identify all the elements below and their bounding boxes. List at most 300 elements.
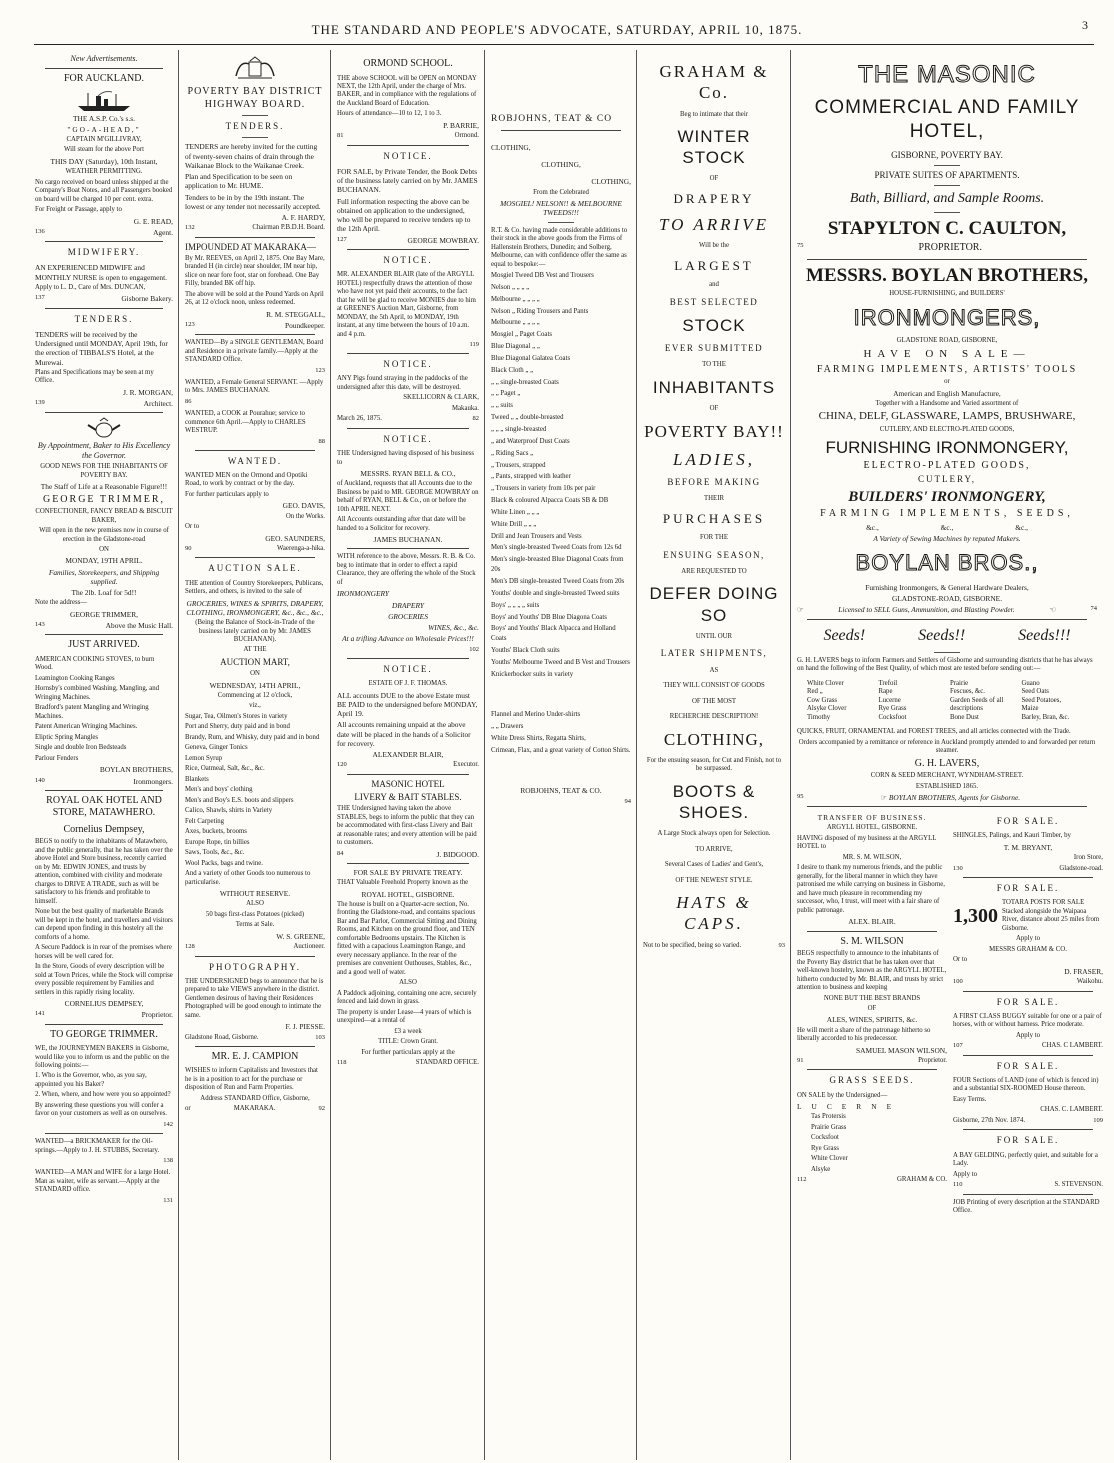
ad-heading: IRONMONGERS, [853, 304, 1041, 330]
ad-name: MR. S. M. WILSON, [842, 853, 902, 861]
page-number: 3 [1082, 18, 1088, 32]
ad-line: Apply to [953, 1170, 977, 1178]
divider [45, 790, 163, 791]
list-item: Brandy, Rum, and Whisky, duty paid and in bond [185, 733, 320, 741]
ad-line: GLADSTONE ROAD, GISBORNE, [896, 337, 998, 345]
list-item: Saws, Tools, &c., &c. [185, 849, 245, 857]
ad-number: 103 [315, 1033, 325, 1041]
ad-line: CLOTHING, [491, 142, 531, 152]
ad-goods: DRAPERY [392, 600, 424, 610]
ad-line: TO ARRIVE, [695, 845, 733, 853]
ad-line: Note the address— [35, 599, 88, 607]
divider [45, 412, 163, 413]
list-item: Nelson „ „ „ „ [491, 283, 530, 291]
ad-line: STOCK [682, 315, 746, 335]
ad-line: TO THE [702, 361, 726, 369]
list-item: Drill and Jean Trousers and Vests [491, 532, 582, 540]
ad-name: STAPYLTON C. CAULTON, [827, 217, 1067, 239]
ad-heading: NOTICE. [383, 150, 433, 161]
ad-notice-blair [337, 255, 479, 349]
ad-to-george-trimmer [35, 1029, 173, 1130]
list-item: Rye Grass [811, 1144, 839, 1152]
ad-title: Proprietor. [141, 1010, 173, 1020]
ad-name: MESSRS. RYAN BELL & CO., [360, 469, 456, 479]
ad-heading: By Appointment, Baker to His Excellency the Governor. [37, 441, 171, 461]
ad-title: Architect. [143, 399, 173, 409]
list-item: Lemon Syrup [185, 754, 223, 762]
ad-signature: GRAHAM & CO. [896, 1176, 947, 1184]
ad-royal-oak [35, 795, 173, 1020]
ad-line: MOSGIEL! NELSON!! & MELBOURNE TWEEDS!!! [500, 199, 622, 218]
ad-heading: FOR AUCKLAND. [63, 73, 144, 84]
ad-line: GLADSTONE-ROAD, GISBORNE. [891, 594, 1003, 604]
list-item: Black Cloth „ „ [491, 366, 534, 374]
ad-notice-ryan-bell [337, 434, 479, 545]
ad-body: I desire to thank my numerous friends, and the public generally, for the liberal manner in which they have patronised me while carrying on business in Gisborne, and have much pleasure in recommending my successor, who, I trust, will meet with a fair share of public patronage. [797, 864, 945, 914]
list-item: Boys' and Youths' DB Blue Diagona Coats [491, 613, 607, 621]
ad-heading: ROBJOHNS, TEAT & CO [491, 114, 613, 124]
ad-line: ESTABLISHED 1865. [915, 782, 979, 790]
seed-item: Maize [1021, 705, 1039, 713]
ad-number: 119 [469, 341, 479, 349]
ad-body: THE attention of Country Storekeepers, Publicans, Settlers, and others, is invited to the sale of [185, 579, 324, 596]
column-3 [332, 54, 484, 1459]
list-item: Felt Carpeting [185, 817, 225, 825]
ad-body: WANTED—By a SINGLE GENTLEMAN, Board and Residence in a private family.—Apply at the STANDARD Office. [185, 339, 323, 364]
ad-line: MONDAY, 19TH APRIL. [65, 556, 143, 566]
ad-signature: BOYLAN BROTHERS, [99, 765, 173, 775]
ad-boylan-brothers [797, 264, 1097, 615]
divider [807, 1069, 937, 1070]
ad-body: For Freight or Passage, apply to [35, 206, 122, 214]
seed-item: Rye Grass [878, 705, 907, 713]
divider [934, 652, 960, 653]
ad-number: 123 [315, 366, 325, 374]
list-item: Geneva, Ginger Tonics [185, 744, 248, 752]
ad-line: WINTER STOCK [677, 126, 751, 168]
ad-date: Gisborne, 27th Nov. 1874. [953, 1116, 1026, 1124]
ad-heading: NOTICE. [383, 663, 433, 674]
ad-body: Plans and Specifications may be seen at my Office. [35, 368, 154, 385]
list-item: Men's and boys' clothing [185, 786, 253, 794]
ad-line: WEATHER PERMITTING. [65, 168, 143, 176]
ad-body: WANTED—A MAN and WIFE for a large Hotel. Man as waiter, wife as servant.—Apply at the STANDARD office. [35, 1169, 171, 1194]
list-item: Boys' „ „ „ „ suits [491, 601, 540, 609]
ad-line: THE A.S.P. Co.'s s.s. [73, 113, 135, 123]
ad-body: The property is under Lease—4 years of which is unexpired—at a rental of [337, 1008, 472, 1025]
seed-item: Garden Seeds of all [950, 696, 1004, 704]
ad-line: ALES, WINES, SPIRITS, &c. [826, 1015, 918, 1025]
ad-title: Chairman P.B.D.H. Board. [252, 224, 325, 232]
ad-line: WITHOUT RESERVE. [219, 889, 291, 899]
list-item: Sugar, Tea, Oilmen's Stores in variety [185, 712, 288, 720]
column-6 [792, 54, 1102, 1459]
ad-line: BEST SELECTED [669, 296, 759, 307]
ad-signature: ALEXANDER BLAIR, [372, 750, 444, 759]
ad-body: WANTED, a COOK at Pourahue; service to commence 6th April.—Apply to CHARLES WESTRUP. [185, 410, 306, 435]
ad-just-arrived [35, 639, 173, 785]
ad-line: viz., [249, 702, 261, 710]
list-item: Boys' and Youths' Black Alpacca and Holland Coats [491, 625, 616, 643]
ad-line: or [944, 378, 950, 386]
ad-heading: COMMERCIAL AND FAMILY HOTEL, [814, 97, 1080, 142]
ad-number: 112 [797, 1176, 807, 1184]
divider [347, 658, 469, 659]
ad-line: 50 bags first-class Potatoes (picked) [205, 910, 305, 918]
ad-line: PRIVATE SUITES OF APARTMENTS. [874, 169, 1020, 180]
ad-highway-board [185, 56, 325, 233]
ad-body: By answering these questions you will confer a favor on your customers as well as on ourselves. [35, 1101, 167, 1118]
ad-line: LADIES, [673, 449, 755, 469]
ad-signature: JAMES BUCHANAN. [373, 535, 443, 545]
ad-line: CUTLERY, AND ELECTRO-PLATED GOODS, [879, 426, 1015, 434]
ad-address: Waerenga-a-hika. [277, 544, 325, 552]
ad-line: Will be the [699, 242, 729, 250]
divider [934, 185, 960, 186]
ad-baker [35, 417, 173, 630]
ad-heading: LIVERY & BAIT STABLES. [354, 791, 462, 802]
ad-line: Or to [185, 523, 200, 531]
ship-name: "GO-A-HEAD," [67, 124, 141, 134]
column-6b [953, 811, 1103, 1217]
ad-for-sale-posts [953, 883, 1103, 986]
ad-body: Full information respecting the above can be obtained on application to the undersigned, who will be prepared to receive tenders up to the 12th April. [337, 196, 471, 234]
ad-body: FOR SALE, by Private Tender, the Book Debts of the business lately carried on by Mr. JAMES BUCHANAN. [337, 166, 478, 195]
ad-signature: D. FRASER, [1064, 966, 1103, 976]
ad-line: Families, Storekeepers, and Shipping supplied. [48, 567, 160, 586]
ad-line: ALSO [399, 979, 417, 987]
ad-transfer-business [797, 813, 947, 926]
seeds-heading [797, 626, 1097, 646]
ad-line: CLOTHING, [663, 729, 765, 749]
seed-item: Prairie [950, 679, 969, 687]
ad-heading: IMPOUNDED AT MAKARAKA— [185, 241, 316, 252]
ad-auction-sale [185, 563, 325, 951]
ad-body: ALL accounts DUE to the above Estate must BE PAID to the undersigned before MONDAY, April 19. [337, 690, 478, 718]
ad-body: ANY Pigs found straying in the paddocks of the undersigned after this date, will be destroyed. [337, 375, 468, 391]
ad-heading: NOTICE. [383, 433, 433, 444]
ad-line: ELECTRO-PLATED GOODS, [863, 459, 1031, 471]
divider [347, 145, 469, 146]
ad-wanted-brickmaker [35, 1138, 173, 1165]
list-item: Knickerbocker suits in variety [491, 670, 574, 678]
ad-line: UNTIL OUR [695, 632, 733, 640]
ad-line: ON [250, 670, 260, 678]
ad-number: 93 [778, 941, 785, 949]
ad-body: THE above SCHOOL will be OPEN on MONDAY NEXT, the 12th April, under the charge of Mrs. BAKER, and in compliance with the regulations of the Auckland Board of Education. [337, 74, 477, 107]
ad-body: TENDERS will be received by the Undersigned until MONDAY, April 19th, for the erection of TIBBALS'S Hotel, at the Murewai. [35, 329, 168, 367]
seed-item: Seed Oats [1021, 688, 1049, 696]
ad-signature: CHAS. C. LAMBERT. [1040, 1106, 1103, 1114]
list-item: Nelson „ Riding Trousers and Pants [491, 307, 589, 315]
divider [963, 991, 1093, 992]
ad-line: From the Celebrated [533, 188, 589, 196]
ad-number: 92 [318, 1105, 325, 1113]
divider [195, 557, 315, 558]
seed-list [797, 676, 1097, 726]
ad-number: 118 [337, 1059, 347, 1067]
ad-title: Auctioneer. [293, 943, 325, 951]
list-item: Crimean, Flax, and a great variety of Cotton Shirts. [491, 747, 631, 755]
ad-address: Ormond. [454, 132, 479, 140]
ad-line: FURNISHING IRONMONGERY, [825, 437, 1069, 457]
ad-line: ARE REQUESTED TO [681, 567, 747, 575]
ad-line: For further particulars apply at the [361, 1048, 455, 1056]
ad-signature: F. J. PIESSE. [285, 1022, 325, 1032]
ad-line: BOOTS & SHOES. [672, 781, 756, 822]
ad-line: CAPTAIN M'GILLIVRAY, [66, 136, 142, 143]
ad-body: A Paddock adjoining, containing one acre, securely fenced and laid down in grass. [337, 989, 477, 1006]
ad-address: Gisborne Bakery. [121, 294, 173, 304]
ad-body: WANTED MEN on the Ormond and Opotiki Road, to work by contract or by the day. [185, 471, 308, 488]
ad-address: Address STANDARD Office, Gisborne, [200, 1094, 310, 1102]
ad-line: LATER SHIPMENTS, [660, 648, 768, 659]
ad-masonic-stables [337, 779, 479, 859]
list-item: Cocksfoot [811, 1134, 839, 1142]
divider [963, 1055, 1093, 1056]
list-item: Port and Sherry, duty paid and in bond [185, 723, 290, 731]
ad-line: BUILDERS' IRONMONGERY, [848, 488, 1046, 505]
ad-signature: SKELLICORN & CLARK, [403, 394, 479, 402]
ad-for-sale-land [953, 1061, 1103, 1126]
divider [195, 956, 315, 957]
pointing-hand-icon: ☞ [880, 792, 889, 802]
ad-address: STANDARD OFFICE. [415, 1059, 479, 1067]
ad-line: FARMING IMPLEMENTS, SEEDS, [820, 508, 1074, 520]
ad-body: of Auckland, requests that all Accounts due to the Business be paid to MR. GEORGE MOWBRAY on behalf of RYAN, BELL & Co., on or before the 10th APRIL NEXT. [337, 480, 479, 513]
seed-item: Trefoil [878, 679, 898, 687]
ad-line: Terms at Sale. [235, 921, 275, 929]
ad-signature: GEO. DAVIS, [282, 501, 325, 511]
ad-body: MR. ALEXANDER BLAIR (late of the ARGYLL HOTEL) respectfully draws the attention of those who have not yet paid their accounts, to the fact that he will be glad to receive MONIES due to him at GREENE'S Auction Mart, Gisborne, from MONDAY, the 5th April, to MONDAY, 19th instant, at any time between the hours of 10 a.m. and 4 p.m. [337, 271, 476, 338]
ad-body: All Accounts outstanding after that date will be handed to a Solicitor for recovery. [337, 516, 466, 532]
ad-midwifery [35, 247, 173, 303]
seed-item: Bone Dust [950, 713, 979, 721]
list-item: Leamington Cooking Ranges [35, 674, 115, 682]
divider [807, 259, 1087, 260]
seed-item: Cocksfoot [878, 713, 907, 721]
list-item: „ Riding Sacs „ [491, 449, 534, 457]
divider [195, 1046, 315, 1047]
ad-line: TITLE: Crown Grant. [378, 1038, 438, 1046]
ad-body: No cargo received on board unless shipped at the Company's Boat Notes, and all Passengers booked on board will be charged 10 per cent. extra. [35, 178, 173, 203]
ad-heading: TO GEORGE TRIMMER. [50, 1028, 158, 1040]
ad-wanted-man-wife [35, 1169, 173, 1205]
ad-line: INHABITANTS [652, 377, 776, 397]
list-item: White Dress Shirts, Regatta Shirts, [491, 734, 586, 742]
ad-heading: JUST ARRIVED. [68, 639, 140, 651]
ad-heading: BOYLAN BROS., [855, 550, 1039, 576]
list-item: Hornsby's combined Washing, Mangling, and Wringing Machines. [35, 685, 160, 701]
ad-body: WISHES to inform Capitalists and Investors that he is in a position to act for the purchase or disposition of Run and Farm Properties. [185, 1067, 318, 1092]
ad-signature: CHAS. C LAMBERT. [1041, 1042, 1103, 1050]
divider [45, 1024, 163, 1025]
ad-body: TENDERS are hereby invited for the cutting of twenty-seven chains of drain through the Waikanae Block to the Waikanae Creek. [185, 142, 318, 170]
ad-line: Furnishing Ironmongers, & General Hardware Dealers, [865, 582, 1029, 592]
list-item: Blue Diagonal Galatea Coats [491, 354, 571, 362]
ad-line: WEDNESDAY, 14TH APRIL, [209, 680, 301, 690]
divider [45, 634, 163, 635]
ad-line: ENSUING SEASON, [663, 549, 765, 560]
ad-impounded [185, 242, 325, 331]
ad-address: Gladstone Road, Gisborne. [185, 1033, 259, 1041]
ad-line: RECHERCHE DESCRIPTION! [669, 713, 759, 721]
ad-line: OF [867, 1004, 877, 1012]
ad-signature: GEORGE TRIMMER, [69, 609, 139, 619]
ad-name: MESSRS GRAHAM & CO. [989, 945, 1067, 953]
ad-number: 130 [953, 864, 963, 872]
seed-item: White Clover [807, 679, 844, 687]
ad-robjohns-clothing [491, 114, 631, 806]
ad-line: CLOTHING, [541, 160, 581, 170]
divider [45, 308, 163, 309]
ad-notice-pigs [337, 359, 479, 424]
steamship-icon [74, 90, 134, 112]
ad-heading: GRAHAM & Co. [659, 62, 769, 103]
ad-signature: ALEX. BLAIR. [848, 917, 896, 927]
ad-goods: GROCERIES [388, 611, 428, 621]
list-item: „ „ Paget „ [491, 390, 521, 398]
ad-line: Commencing at 12 o'clock, [217, 691, 293, 699]
ad-body: A Secure Paddock is in rear of the premises where horses will be well cared for. [35, 944, 172, 960]
ad-heading: MASONIC HOTEL [371, 778, 445, 789]
ad-goods: WINES, &c., &c. [428, 623, 479, 633]
ad-number: 120 [337, 761, 347, 769]
list-item: Men's single-breasted Tweed Coats from 12s 6d [491, 544, 622, 552]
ad-line: HATS & CAPS. [676, 893, 752, 934]
ad-signature: R. M. STEGGALL, [266, 309, 325, 319]
ad-for-sale-shingles [953, 816, 1103, 873]
ad-line: For the ensuing season, for Cut and Finish, not to be surpassed. [646, 756, 782, 773]
seed-item: Fescues, &c. [950, 688, 985, 696]
ad-heading: MESSRS. BOYLAN BROTHERS, [806, 264, 1088, 286]
ad-heading: MR. E. J. CAMPION [211, 1050, 299, 1062]
ad-title: PROPRIETOR. [918, 242, 982, 254]
ad-number: 131 [163, 1196, 173, 1204]
ad-heading: MIDWIFERY. [67, 247, 141, 258]
ad-line: £3 a week [394, 1027, 422, 1035]
ad-number: 142 [163, 1120, 173, 1128]
ad-for-sale-gelding [953, 1135, 1103, 1189]
list-item: Eliptic Spring Mangles [35, 733, 99, 741]
list-item: Blankets [185, 775, 209, 783]
column-4 [486, 54, 636, 1459]
list-item: „ „ suits [491, 402, 513, 410]
ad-number: 81 [337, 132, 344, 140]
ad-line: PURCHASES [662, 510, 766, 526]
ad-heading: FOR SALE. [996, 1060, 1060, 1071]
ad-line: THEIR [703, 495, 724, 503]
divider [347, 774, 469, 775]
ad-grass-seeds [797, 1075, 947, 1184]
ad-address: Makauka. [452, 404, 479, 412]
ad-body: HAVING disposed of my business at the ARGYLL HOTEL to [797, 834, 937, 851]
item-list [35, 656, 173, 763]
ad-line: Beg to intimate that their [680, 110, 748, 118]
ad-signature: CORNELIUS DEMPSEY, [64, 999, 144, 1009]
column-divider [790, 50, 791, 1460]
ad-body: BEGS to notify to the inhabitants of Matawhero, and the public generally, that he has taken over the above Hotel and Store business, recently carried on by Mr. EDWIN JONES, and trusts by attention, combined with civility and moderate charges to DRIVE A TRADE, such as will be satisfactory to his friends and profitable to himself. [35, 838, 173, 905]
ad-graham-co [643, 61, 785, 950]
ad-notice-book-debts [337, 151, 479, 245]
ad-masonic-hotel [797, 60, 1097, 255]
ad-line: CLOTHING, [591, 177, 631, 187]
divider [45, 1133, 163, 1134]
list-item: White Clover [811, 1155, 848, 1163]
ad-body: Orders accompanied by a remittance or reference in Auckland promptly attended to and forwarded per return steamer. [798, 738, 1096, 755]
list-item: Men's DB single-breasted Tweed Coats from 20s [491, 577, 625, 585]
ad-body: 1. Who is the Governor, who, as you say, appointed you his Baker? [35, 1072, 147, 1088]
ad-number: 132 [185, 224, 195, 232]
ad-job-printing: JOB Printing of every description at the STANDARD Office. [953, 1198, 1100, 1215]
ad-date: March 26, 1875. [337, 415, 382, 423]
ad-heading: FOR SALE. [996, 1135, 1060, 1146]
divider [934, 165, 960, 166]
ad-line: ON [99, 546, 109, 553]
ad-wanted-men [185, 456, 325, 554]
divider [195, 237, 315, 238]
ad-number: 94 [624, 797, 631, 805]
list-item: Men's single-breasted Blue Diagonal Coats from 20s [491, 556, 624, 574]
ad-number: 90 [185, 544, 192, 552]
masthead-title: THE STANDARD AND PEOPLE'S ADVOCATE, SATURDAY, APRIL 10, 1875. [311, 22, 803, 37]
ad-body: Hours of attendance—10 to 12, 1 to 3. [337, 110, 442, 118]
ad-line: GISBORNE, POVERTY BAY. [891, 149, 1003, 160]
seed-item: Barley, Bran, &c. [1021, 713, 1070, 721]
ad-number: 139 [35, 399, 45, 407]
ad-number: 110 [953, 1181, 963, 1189]
ad-signature: G. H. LAVERS, [914, 757, 980, 769]
ad-line: CONFECTIONER, FANCY BREAD & BISCUIT BAKER, [35, 508, 173, 524]
ad-tenders [35, 314, 173, 409]
seed-item: descriptions [950, 705, 983, 713]
ad-signature: A. F. HARDY, [281, 213, 325, 222]
pointing-hand-icon: ☜ [1049, 605, 1056, 615]
list-item: Black & coloured Alpacca Coats SB & DB [491, 497, 609, 505]
ad-number: 141 [35, 1010, 45, 1018]
ad-body: AN EXPERIENCED MIDWIFE and MONTHLY NURSE is open to engagement. [35, 263, 167, 282]
list-item: Mosgiel „ Paget Coats [491, 331, 552, 339]
seed-item: Red „ [807, 688, 823, 696]
ad-body: TOTARA POSTS FOR SALE Stacked alongside the Waipaoa River, distance about 25 miles from Gisborne. [1002, 899, 1100, 932]
list-item: Single and double Iron Bedsteads [35, 744, 127, 752]
ad-number: 95 [797, 792, 804, 800]
ad-heading: TENDERS. [74, 313, 134, 324]
divider [347, 428, 469, 429]
coat-of-arms-icon [230, 56, 280, 82]
ad-body: (Being the Balance of Stock-in-Trade of the business lately carried on by Mr. JAMES BUCHANAN). [195, 619, 315, 643]
ad-heading: WANTED. [227, 455, 283, 466]
seed-item: Lucerne [878, 696, 901, 704]
item-list [185, 713, 325, 887]
seed-item: Cow Grass [807, 696, 838, 704]
ad-line: Not to be specified, being so varied. [643, 941, 742, 949]
ad-line: The Staff of Life at a Reasonable Figure!!! [40, 482, 168, 492]
list-item: Flannel and Merino Under-shirts [491, 710, 581, 718]
column-divider [636, 50, 637, 1460]
section-heading: New Advertisements. [70, 54, 138, 63]
ad-title: Ironmongers. [133, 776, 173, 786]
ad-line: NONE BUT THE BEST BRANDS [823, 994, 921, 1002]
ad-body: The above will be sold at the Pound Yards on April 26, at 12 o'clock noon, unless redeemed. [185, 290, 324, 307]
ad-line: ALSO [246, 900, 264, 908]
post-count: 1,300 [953, 904, 998, 927]
ad-lavers-seeds [797, 626, 1097, 803]
column-divider [178, 50, 179, 1460]
ad-body: Tenders to be in by the 19th instant. The lowest or any tender not necessarily accepted. [185, 192, 321, 211]
ad-line: GOOD NEWS FOR THE INHABITANTS OF POVERTY BAY. [40, 463, 168, 479]
ad-number: 109 [1093, 1116, 1103, 1124]
